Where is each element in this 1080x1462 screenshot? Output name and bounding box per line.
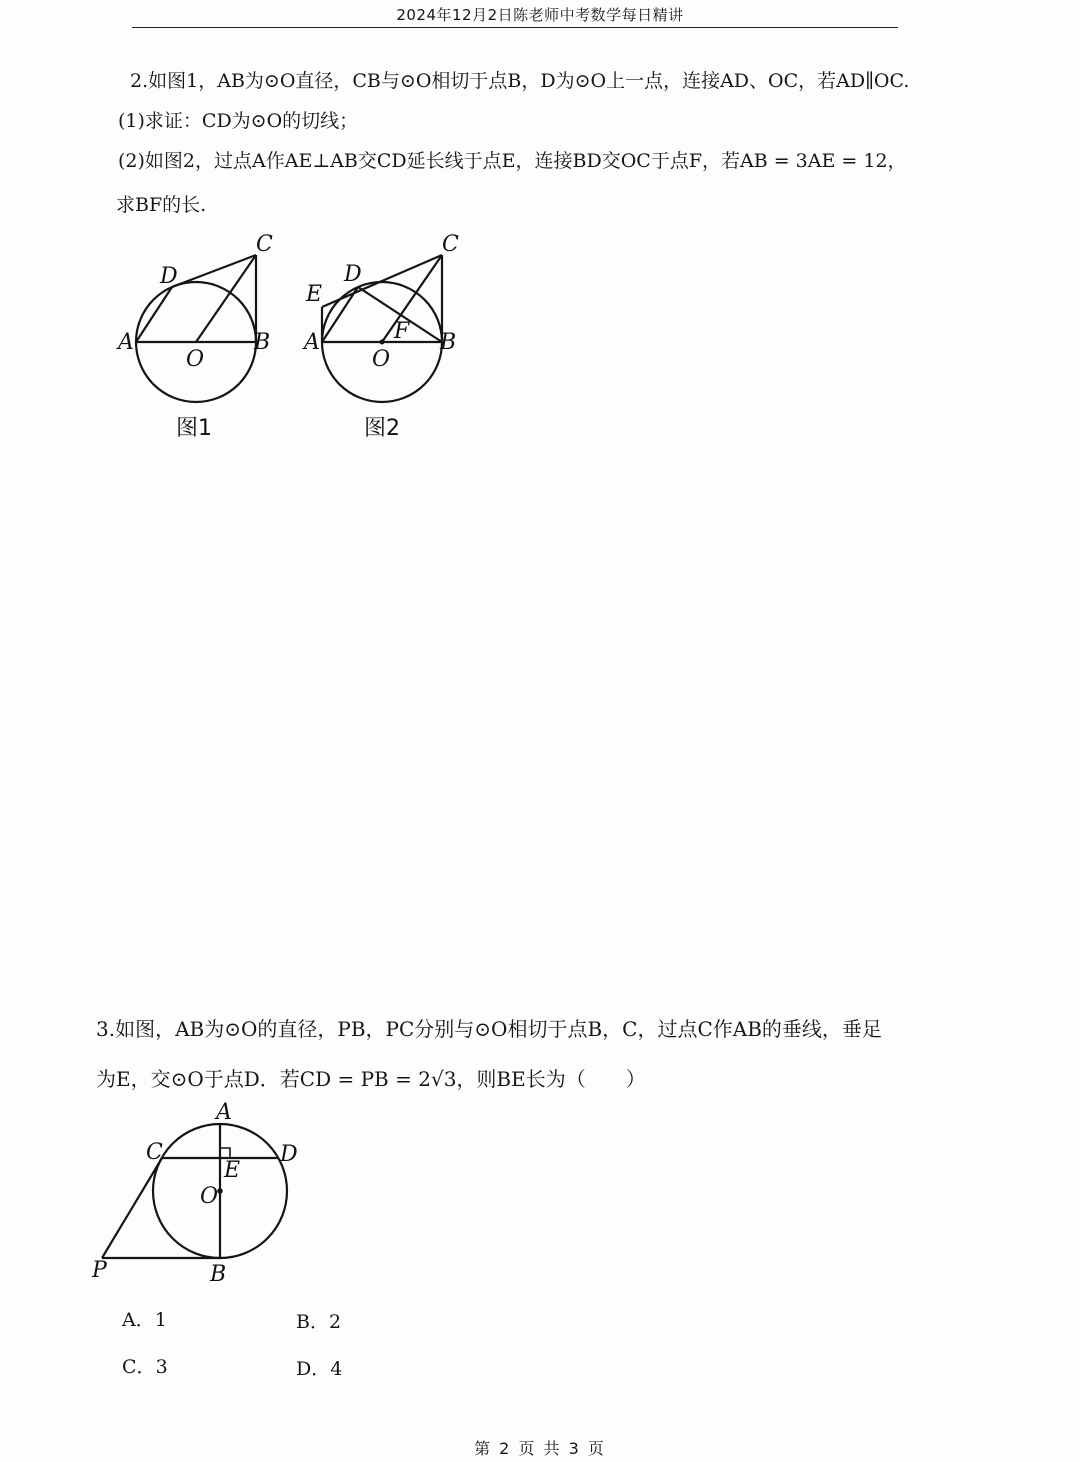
q3-option-d[interactable]	[296, 1354, 342, 1381]
fig1-label-b: B	[254, 330, 271, 355]
q3-label-e: E	[224, 1158, 241, 1183]
q3-option-b-letter: B	[296, 1311, 310, 1333]
q3-option-a-sep: ．	[135, 1309, 155, 1331]
fig2-label-a: A	[304, 330, 320, 355]
fig1-segment-ad	[136, 287, 172, 342]
page-header: 2024年12月2日陈老师中考数学每日精讲	[396, 6, 684, 24]
q3-option-d-value: 4	[330, 1358, 343, 1380]
q3-label-d: D	[280, 1142, 298, 1167]
q3-label-a: A	[216, 1100, 232, 1125]
fig1-caption: 图1	[176, 416, 212, 441]
q3-figure	[80, 1095, 320, 1295]
q2-line-3: (2)如图2，过点A作AE⊥AB交CD延长线于点E，连接BD交OC于点F，若AB = 3AE = 12，	[118, 150, 907, 172]
q3-tangent-pc	[102, 1158, 162, 1258]
q3-option-a-letter: A	[122, 1309, 136, 1331]
q2-figure-1	[110, 225, 310, 450]
q3-line-2: 为E，交⊙O于点D．若CD = PB = 2√3，则BE长为（ ）	[96, 1067, 646, 1091]
q3-line-1: 3.如图，AB为⊙O的直径，PB，PC分别与⊙O相切于点B，C，过点C作AB的垂线，垂足	[96, 1017, 882, 1041]
q2-line-4: 求BF的长.	[116, 194, 207, 216]
q3-option-b[interactable]	[296, 1307, 341, 1334]
fig2-label-o: O	[372, 347, 391, 372]
fig2-caption: 图2	[364, 416, 400, 441]
fig2-label-f: F	[394, 319, 410, 344]
fig2-label-e: E	[306, 282, 323, 307]
q3-option-d-sep: ．	[311, 1358, 331, 1380]
page-footer: 第 2 页 共 3 页	[474, 1439, 606, 1458]
fig2-label-b: B	[440, 330, 457, 355]
q3-option-c-sep: ．	[136, 1356, 156, 1378]
q3-option-c-value: 3	[155, 1356, 168, 1378]
fig2-label-c: C	[442, 232, 459, 257]
q3-label-o: O	[200, 1184, 219, 1209]
fig1-segment-cd	[172, 255, 256, 287]
q3-option-c-letter: C	[122, 1356, 137, 1378]
q3-option-a-value: 1	[154, 1309, 167, 1331]
q3-option-a[interactable]	[122, 1305, 167, 1332]
q3-right-angle-mark	[220, 1148, 230, 1158]
fig1-label-a: A	[118, 330, 134, 355]
q3-option-c[interactable]	[122, 1352, 168, 1379]
header-divider	[132, 27, 898, 28]
q3-option-b-value: 2	[328, 1311, 342, 1333]
fig1-segment-oc	[196, 255, 256, 342]
q2-figure-2	[296, 225, 496, 450]
q3-option-d-letter: D	[296, 1358, 312, 1380]
q3-option-b-sep: ．	[309, 1311, 329, 1333]
fig1-label-c: C	[256, 232, 273, 257]
fig2-label-d: D	[344, 262, 362, 287]
fig1-label-o: O	[186, 347, 205, 372]
q2-line-1: 2.如图1，AB为⊙O直径，CB与⊙O相切于点B，D为⊙O上一点，连接AD、OC，若AD∥OC.	[130, 70, 910, 92]
fig2-segment-ad	[322, 287, 358, 342]
q2-line-2: (1)求证：CD为⊙O的切线；	[118, 110, 359, 132]
q3-label-b: B	[210, 1262, 227, 1287]
q3-label-p: P	[92, 1258, 107, 1283]
q3-label-c: C	[146, 1140, 163, 1165]
fig1-label-d: D	[160, 264, 178, 289]
fig2-center-point	[380, 340, 385, 345]
